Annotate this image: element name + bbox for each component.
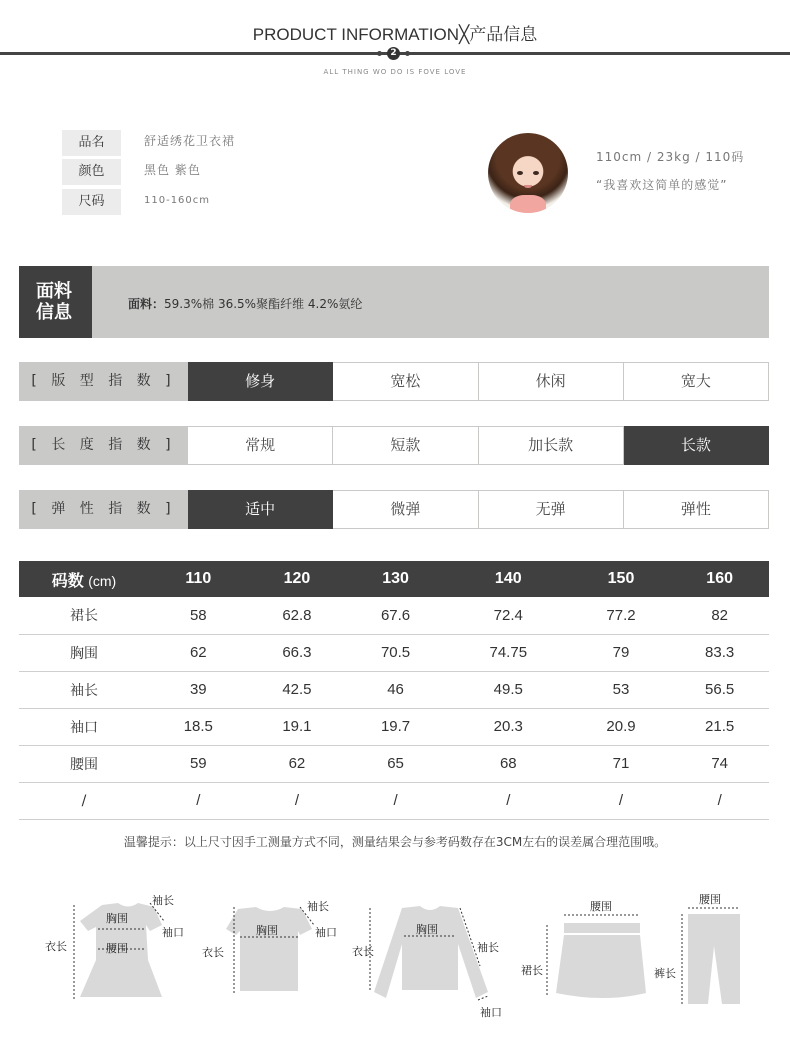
- table-row: [19, 782, 769, 819]
- elasticity-option: 适中: [188, 490, 333, 529]
- section-title: PRODUCT INFORMATION╳产品信息: [252, 25, 538, 44]
- length-option: 加长款: [479, 426, 624, 465]
- length-option: 常规: [188, 426, 333, 465]
- size-table: [19, 561, 769, 820]
- dress-cuff-label: 袖口: [162, 926, 184, 939]
- measurement-note: 温馨提示：以上尺寸因手工测量方式不同，测量结果会与参考码数存在3CM左右的误差属合理范围哦。: [123, 835, 667, 849]
- elasticity-option: 弹性: [624, 490, 769, 529]
- table-cell: 20.3: [445, 708, 572, 745]
- length-index-label: [ 长 度 指 数 ]: [19, 426, 188, 465]
- tshirt-chest-label: 胸围: [256, 924, 278, 937]
- info-label-name: 品名: [62, 130, 121, 156]
- sweater-chest-label: 胸围: [416, 923, 438, 936]
- pants-length-label: 裤长: [654, 967, 676, 980]
- size-header-cell: 160: [670, 561, 769, 597]
- size-table-header: [19, 561, 769, 597]
- fit-index-label: [ 版 型 指 数 ]: [19, 362, 188, 401]
- table-cell: /: [248, 782, 347, 819]
- size-header-cell: 130: [346, 561, 445, 597]
- table-cell: 53: [572, 671, 671, 708]
- row-label: 胸围: [19, 634, 149, 671]
- table-cell: /: [346, 782, 445, 819]
- fabric-label: 面料：: [128, 297, 165, 311]
- table-cell: 77.2: [572, 597, 671, 634]
- table-cell: /: [670, 782, 769, 819]
- elasticity-option: 微弹: [333, 490, 478, 529]
- info-label-color: 颜色: [62, 159, 121, 185]
- fit-option: 宽松: [333, 362, 478, 401]
- row-label: 腰围: [19, 745, 149, 782]
- table-cell: 20.9: [572, 708, 671, 745]
- table-cell: 42.5: [248, 671, 347, 708]
- table-cell: 67.6: [346, 597, 445, 634]
- tshirt-length-label: 衣长: [202, 946, 224, 959]
- dress-diagram: [40, 885, 190, 1010]
- fit-option: 宽大: [624, 362, 769, 401]
- fit-option: 休闲: [479, 362, 624, 401]
- size-header-cell: 110: [149, 561, 248, 597]
- fabric-panel: [19, 266, 769, 338]
- dress-chest-label: 胸围: [106, 912, 128, 925]
- section-number-badge: 2: [387, 47, 400, 60]
- length-index-row: [19, 426, 769, 465]
- size-header-cell: 140: [445, 561, 572, 597]
- table-cell: 70.5: [346, 634, 445, 671]
- table-row: [19, 597, 769, 634]
- row-label: 袖口: [19, 708, 149, 745]
- sweater-cuff-label: 袖口: [480, 1006, 502, 1019]
- table-cell: 19.1: [248, 708, 347, 745]
- model-stats: 110cm / 23kg / 110码: [596, 150, 745, 164]
- size-header-label: 码数 (cm): [19, 561, 149, 597]
- fabric-tag-line2: 信息: [36, 302, 72, 323]
- table-cell: 58: [149, 597, 248, 634]
- size-header-unit: (cm): [88, 572, 117, 589]
- table-cell: 62.8: [248, 597, 347, 634]
- dress-sleeve-label: 袖长: [152, 894, 174, 907]
- dress-length-label: 衣长: [45, 940, 67, 953]
- row-label: /: [19, 782, 149, 819]
- length-option: 短款: [333, 426, 478, 465]
- fabric-tag-line1: 面料: [36, 281, 72, 302]
- skirt-length-label: 裙长: [521, 964, 543, 977]
- table-cell: 82: [670, 597, 769, 634]
- sweater-sleeve-label: 袖长: [477, 941, 499, 954]
- elasticity-index-label: [ 弹 性 指 数 ]: [19, 490, 188, 529]
- table-cell: 59: [149, 745, 248, 782]
- table-cell: /: [572, 782, 671, 819]
- table-cell: /: [445, 782, 572, 819]
- table-cell: 74: [670, 745, 769, 782]
- section-subtitle: ALL THING WO DO IS FOVE LOVE: [323, 68, 467, 76]
- tshirt-cuff-label: 袖口: [315, 926, 337, 939]
- fabric-value: 59.3%棉 36.5%聚酯纤维 4.2%氨纶: [164, 297, 363, 311]
- table-row: [19, 634, 769, 671]
- dress-waist-label: 腰围: [106, 942, 128, 955]
- info-value-size: 110-160cm: [144, 195, 211, 206]
- info-label-size: 尺码: [62, 189, 121, 215]
- pants-waist-label: 腰围: [699, 893, 721, 906]
- divider-dot: [377, 51, 382, 56]
- size-header-cell: 150: [572, 561, 671, 597]
- skirt-waist-label: 腰围: [590, 900, 612, 913]
- table-cell: 65: [346, 745, 445, 782]
- model-avatar: [488, 133, 568, 213]
- table-cell: 83.3: [670, 634, 769, 671]
- table-row: [19, 745, 769, 782]
- table-cell: 18.5: [149, 708, 248, 745]
- fit-option: 修身: [188, 362, 333, 401]
- sweater-diagram: [350, 900, 520, 1025]
- table-cell: 79: [572, 634, 671, 671]
- table-cell: 19.7: [346, 708, 445, 745]
- info-value-color: 黑色 紫色: [144, 163, 201, 177]
- tshirt-sleeve-label: 袖长: [307, 900, 329, 913]
- elasticity-index-row: [19, 490, 769, 529]
- table-cell: 66.3: [248, 634, 347, 671]
- size-header-cell: 120: [248, 561, 347, 597]
- fabric-composition: [128, 295, 362, 312]
- tshirt-diagram: [200, 895, 350, 1005]
- table-row: [19, 708, 769, 745]
- table-cell: 72.4: [445, 597, 572, 634]
- table-cell: 62: [248, 745, 347, 782]
- table-cell: 68: [445, 745, 572, 782]
- table-cell: 71: [572, 745, 671, 782]
- table-cell: 56.5: [670, 671, 769, 708]
- table-cell: 21.5: [670, 708, 769, 745]
- length-option: 长款: [624, 426, 769, 465]
- row-label: 裙长: [19, 597, 149, 634]
- skirt-diagram: [520, 895, 655, 1005]
- table-row: [19, 671, 769, 708]
- table-cell: 49.5: [445, 671, 572, 708]
- divider-dot: [405, 51, 410, 56]
- fabric-tag: [19, 266, 92, 338]
- model-quote: “我喜欢这简单的感觉”: [596, 178, 728, 192]
- table-cell: /: [149, 782, 248, 819]
- table-cell: 62: [149, 634, 248, 671]
- fit-index-row: [19, 362, 769, 401]
- pants-diagram: [652, 888, 747, 1008]
- info-value-name: 舒适绣花卫衣裙: [144, 134, 236, 148]
- skirt-shape: [520, 895, 655, 1005]
- table-cell: 74.75: [445, 634, 572, 671]
- table-cell: 39: [149, 671, 248, 708]
- sweater-length-label: 衣长: [352, 945, 374, 958]
- elasticity-option: 无弹: [479, 490, 624, 529]
- table-cell: 46: [346, 671, 445, 708]
- row-label: 袖长: [19, 671, 149, 708]
